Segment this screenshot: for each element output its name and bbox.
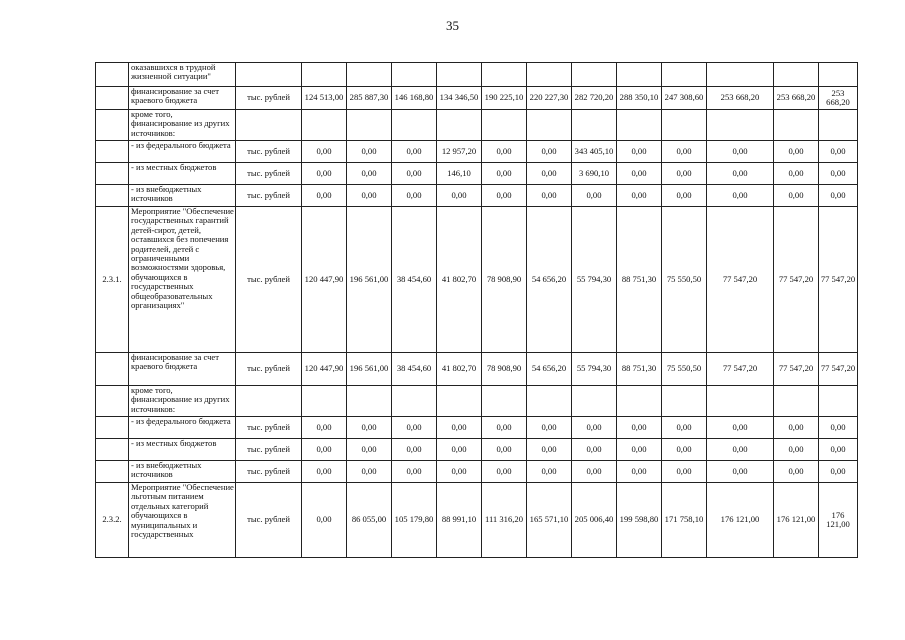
- value-cell: 0,00: [302, 483, 347, 558]
- value-cell: 77 547,20: [774, 207, 819, 353]
- row-number: [96, 110, 129, 141]
- value-cell: 0,00: [819, 439, 858, 461]
- value-cell: [707, 386, 774, 417]
- value-cell: 0,00: [482, 141, 527, 163]
- value-cell: [662, 386, 707, 417]
- row-description: - из федерального бюджета: [129, 141, 236, 163]
- value-cell: 196 561,00: [347, 353, 392, 386]
- value-cell: 0,00: [707, 163, 774, 185]
- value-cell: [527, 110, 572, 141]
- value-cell: [617, 110, 662, 141]
- value-cell: 88 991,10: [437, 483, 482, 558]
- value-cell: 247 308,60: [662, 87, 707, 110]
- value-cell: [774, 63, 819, 87]
- row-unit: тыс. рублей: [236, 439, 302, 461]
- value-cell: 0,00: [527, 461, 572, 483]
- value-cell: 0,00: [707, 417, 774, 439]
- value-cell: 0,00: [347, 163, 392, 185]
- value-cell: 0,00: [572, 417, 617, 439]
- row-number: [96, 353, 129, 386]
- value-cell: 343 405,10: [572, 141, 617, 163]
- value-cell: 0,00: [392, 141, 437, 163]
- value-cell: [302, 110, 347, 141]
- row-number: [96, 63, 129, 87]
- value-cell: 0,00: [707, 185, 774, 207]
- row-number: 2.3.1.: [96, 207, 129, 353]
- value-cell: 0,00: [527, 185, 572, 207]
- table-row: [96, 185, 858, 207]
- value-cell: [819, 110, 858, 141]
- table-body: [96, 63, 858, 558]
- value-cell: 0,00: [617, 185, 662, 207]
- value-cell: [617, 63, 662, 87]
- value-cell: 77 547,20: [819, 207, 858, 353]
- value-cell: 0,00: [527, 141, 572, 163]
- table-row: [96, 483, 858, 558]
- table-row: [96, 110, 858, 141]
- value-cell: 0,00: [437, 439, 482, 461]
- row-number: [96, 461, 129, 483]
- row-description: - из федерального бюджета: [129, 417, 236, 439]
- value-cell: [392, 110, 437, 141]
- value-cell: 0,00: [302, 417, 347, 439]
- value-cell: 0,00: [482, 163, 527, 185]
- row-number: [96, 87, 129, 110]
- value-cell: [662, 63, 707, 87]
- value-cell: 0,00: [437, 185, 482, 207]
- value-cell: 78 908,90: [482, 207, 527, 353]
- value-cell: 0,00: [302, 439, 347, 461]
- row-unit: тыс. рублей: [236, 353, 302, 386]
- value-cell: [572, 110, 617, 141]
- row-description: Мероприятие "Обеспечение государственных гарантий детей-сирот, детей, оставшихся без попечения родителей, детей с ограниченными возможностями здоровья, обучающихся в государственных общеобразовательных организациях": [129, 207, 236, 353]
- value-cell: 0,00: [617, 163, 662, 185]
- value-cell: 0,00: [482, 461, 527, 483]
- value-cell: [774, 110, 819, 141]
- value-cell: 0,00: [347, 185, 392, 207]
- value-cell: 55 794,30: [572, 353, 617, 386]
- value-cell: 77 547,20: [819, 353, 858, 386]
- value-cell: 253 668,20: [819, 87, 858, 110]
- value-cell: 0,00: [392, 163, 437, 185]
- row-unit: [236, 110, 302, 141]
- value-cell: 199 598,80: [617, 483, 662, 558]
- value-cell: 38 454,60: [392, 207, 437, 353]
- value-cell: 0,00: [347, 417, 392, 439]
- value-cell: [572, 386, 617, 417]
- row-description: - из местных бюджетов: [129, 439, 236, 461]
- value-cell: 0,00: [617, 439, 662, 461]
- row-unit: тыс. рублей: [236, 207, 302, 353]
- row-unit: тыс. рублей: [236, 163, 302, 185]
- value-cell: 0,00: [617, 141, 662, 163]
- value-cell: 0,00: [662, 417, 707, 439]
- value-cell: 41 802,70: [437, 207, 482, 353]
- value-cell: 0,00: [572, 461, 617, 483]
- value-cell: [572, 63, 617, 87]
- row-unit: [236, 386, 302, 417]
- value-cell: 55 794,30: [572, 207, 617, 353]
- value-cell: 0,00: [819, 461, 858, 483]
- value-cell: 0,00: [302, 141, 347, 163]
- value-cell: 120 447,90: [302, 353, 347, 386]
- value-cell: 253 668,20: [707, 87, 774, 110]
- value-cell: 196 561,00: [347, 207, 392, 353]
- value-cell: 0,00: [707, 461, 774, 483]
- value-cell: 54 656,20: [527, 207, 572, 353]
- value-cell: 77 547,20: [707, 353, 774, 386]
- value-cell: 78 908,90: [482, 353, 527, 386]
- value-cell: 176 121,00: [707, 483, 774, 558]
- value-cell: 0,00: [482, 417, 527, 439]
- value-cell: 38 454,60: [392, 353, 437, 386]
- table-row: [96, 353, 858, 386]
- row-number: [96, 185, 129, 207]
- row-description: - из местных бюджетов: [129, 163, 236, 185]
- row-unit: тыс. рублей: [236, 483, 302, 558]
- value-cell: 176 121,00: [819, 483, 858, 558]
- value-cell: 77 547,20: [707, 207, 774, 353]
- value-cell: 124 513,00: [302, 87, 347, 110]
- value-cell: 0,00: [482, 439, 527, 461]
- value-cell: 41 802,70: [437, 353, 482, 386]
- value-cell: 75 550,50: [662, 207, 707, 353]
- value-cell: 0,00: [774, 461, 819, 483]
- value-cell: [707, 110, 774, 141]
- value-cell: [302, 386, 347, 417]
- value-cell: 288 350,10: [617, 87, 662, 110]
- value-cell: 0,00: [482, 185, 527, 207]
- table-row: [96, 461, 858, 483]
- row-description: кроме того, финансирование из других источников:: [129, 110, 236, 141]
- table-row: [96, 386, 858, 417]
- value-cell: 0,00: [302, 163, 347, 185]
- value-cell: [437, 386, 482, 417]
- table-row: [96, 141, 858, 163]
- value-cell: 176 121,00: [774, 483, 819, 558]
- value-cell: 134 346,50: [437, 87, 482, 110]
- row-number: [96, 386, 129, 417]
- value-cell: 0,00: [437, 417, 482, 439]
- value-cell: 0,00: [392, 439, 437, 461]
- value-cell: 0,00: [819, 185, 858, 207]
- value-cell: 0,00: [774, 141, 819, 163]
- value-cell: 88 751,30: [617, 353, 662, 386]
- value-cell: [347, 63, 392, 87]
- value-cell: 205 006,40: [572, 483, 617, 558]
- table-row: [96, 63, 858, 87]
- row-number: [96, 439, 129, 461]
- value-cell: [392, 63, 437, 87]
- value-cell: 146,10: [437, 163, 482, 185]
- value-cell: [819, 386, 858, 417]
- row-description: финансирование за счет краевого бюджета: [129, 87, 236, 110]
- value-cell: 3 690,10: [572, 163, 617, 185]
- value-cell: 171 758,10: [662, 483, 707, 558]
- value-cell: [527, 63, 572, 87]
- value-cell: 0,00: [819, 163, 858, 185]
- row-unit: [236, 63, 302, 87]
- value-cell: [347, 110, 392, 141]
- value-cell: 0,00: [527, 417, 572, 439]
- value-cell: [302, 63, 347, 87]
- value-cell: 0,00: [617, 461, 662, 483]
- value-cell: 0,00: [392, 461, 437, 483]
- value-cell: 253 668,20: [774, 87, 819, 110]
- value-cell: 0,00: [437, 461, 482, 483]
- value-cell: [527, 386, 572, 417]
- table-row: [96, 87, 858, 110]
- value-cell: 111 316,20: [482, 483, 527, 558]
- value-cell: 75 550,50: [662, 353, 707, 386]
- value-cell: 0,00: [819, 417, 858, 439]
- row-description: кроме того, финансирование из других источников:: [129, 386, 236, 417]
- value-cell: 0,00: [707, 439, 774, 461]
- row-number: [96, 141, 129, 163]
- value-cell: 0,00: [302, 185, 347, 207]
- value-cell: [482, 110, 527, 141]
- value-cell: 54 656,20: [527, 353, 572, 386]
- value-cell: 0,00: [527, 439, 572, 461]
- table-row: [96, 207, 858, 353]
- value-cell: 0,00: [572, 185, 617, 207]
- table-row: [96, 439, 858, 461]
- value-cell: 0,00: [662, 163, 707, 185]
- value-cell: 0,00: [774, 417, 819, 439]
- value-cell: 0,00: [527, 163, 572, 185]
- value-cell: 146 168,80: [392, 87, 437, 110]
- row-unit: тыс. рублей: [236, 461, 302, 483]
- row-description: финансирование за счет краевого бюджета: [129, 353, 236, 386]
- value-cell: 0,00: [347, 439, 392, 461]
- value-cell: [482, 63, 527, 87]
- value-cell: 282 720,20: [572, 87, 617, 110]
- value-cell: 0,00: [774, 439, 819, 461]
- value-cell: 0,00: [819, 141, 858, 163]
- row-description: Мероприятие "Обеспечение льготным питанием отдельных категорий обучающихся в муниципальных и государственных: [129, 483, 236, 558]
- value-cell: [819, 63, 858, 87]
- value-cell: 0,00: [662, 461, 707, 483]
- value-cell: 0,00: [572, 439, 617, 461]
- value-cell: [707, 63, 774, 87]
- value-cell: [437, 63, 482, 87]
- row-description: - из внебюджетных источников: [129, 185, 236, 207]
- table-row: [96, 417, 858, 439]
- row-number: [96, 163, 129, 185]
- row-unit: тыс. рублей: [236, 185, 302, 207]
- row-description: - из внебюджетных источников: [129, 461, 236, 483]
- value-cell: 165 571,10: [527, 483, 572, 558]
- row-unit: тыс. рублей: [236, 417, 302, 439]
- value-cell: [774, 386, 819, 417]
- value-cell: 0,00: [774, 185, 819, 207]
- value-cell: 0,00: [392, 417, 437, 439]
- row-unit: тыс. рублей: [236, 87, 302, 110]
- value-cell: 77 547,20: [774, 353, 819, 386]
- budget-table: [95, 62, 858, 558]
- value-cell: 0,00: [662, 141, 707, 163]
- value-cell: 220 227,30: [527, 87, 572, 110]
- row-unit: тыс. рублей: [236, 141, 302, 163]
- value-cell: 86 055,00: [347, 483, 392, 558]
- row-number: [96, 417, 129, 439]
- value-cell: 0,00: [617, 417, 662, 439]
- value-cell: [392, 386, 437, 417]
- value-cell: [617, 386, 662, 417]
- value-cell: 105 179,80: [392, 483, 437, 558]
- value-cell: 12 957,20: [437, 141, 482, 163]
- value-cell: 0,00: [302, 461, 347, 483]
- value-cell: 120 447,90: [302, 207, 347, 353]
- value-cell: 0,00: [662, 439, 707, 461]
- value-cell: 88 751,30: [617, 207, 662, 353]
- value-cell: [662, 110, 707, 141]
- value-cell: 0,00: [662, 185, 707, 207]
- value-cell: [437, 110, 482, 141]
- table-row: [96, 163, 858, 185]
- value-cell: 0,00: [707, 141, 774, 163]
- value-cell: [347, 386, 392, 417]
- row-number: 2.3.2.: [96, 483, 129, 558]
- value-cell: 190 225,10: [482, 87, 527, 110]
- value-cell: 0,00: [392, 185, 437, 207]
- page-number: 35: [446, 18, 459, 33]
- value-cell: 0,00: [347, 461, 392, 483]
- value-cell: [482, 386, 527, 417]
- value-cell: 0,00: [347, 141, 392, 163]
- value-cell: 285 887,30: [347, 87, 392, 110]
- row-description: оказавшихся в трудной жизненной ситуации": [129, 63, 236, 87]
- value-cell: 0,00: [774, 163, 819, 185]
